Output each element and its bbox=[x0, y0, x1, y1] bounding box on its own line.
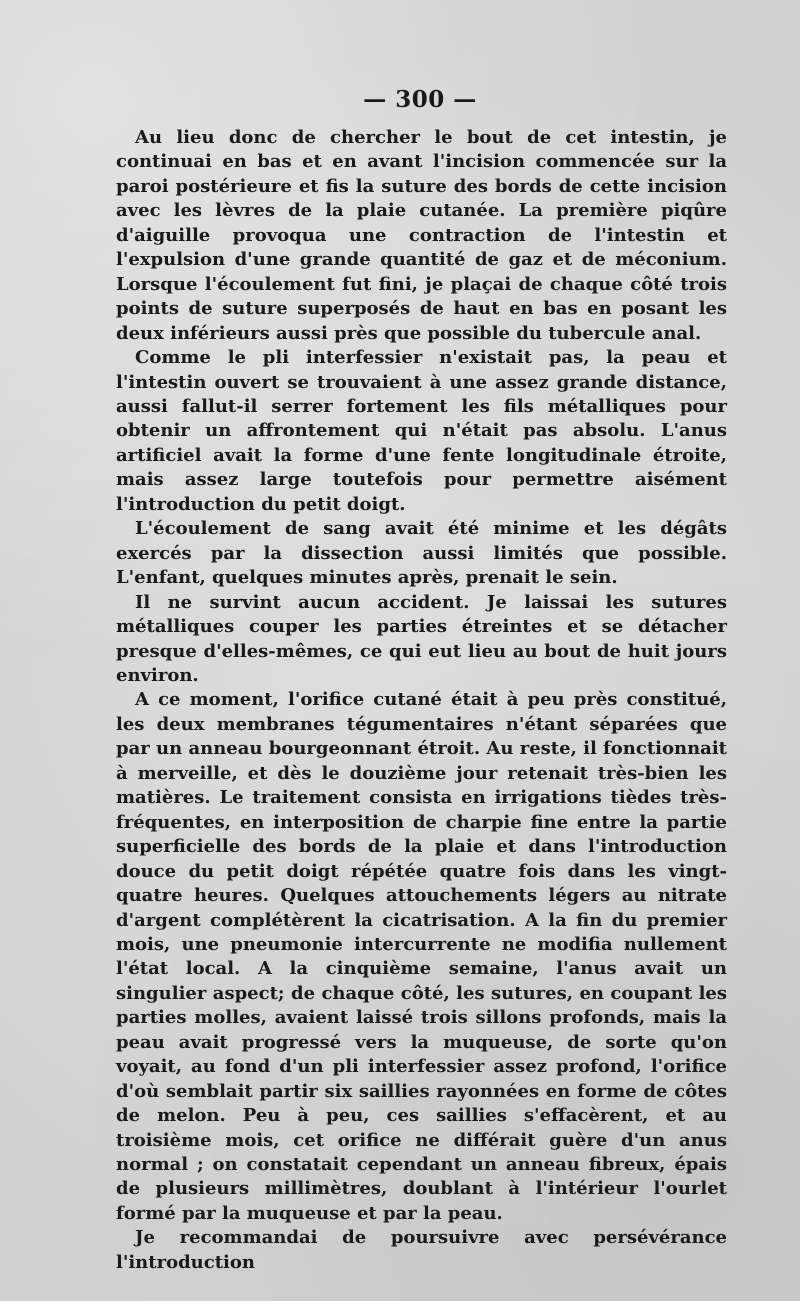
paragraph-2: Comme le pli interfessier n'existait pas, la peau et l'intestin ouvert se trouvaient à une assez grande distance, aussi fallut-il serrer fortement les fils métalliques pour obtenir un affrontement qui n'était pas absolu. L'anus artificiel avait la forme d'une fente longitudinale étroite, mais assez large toutefois pour permettre aisément l'introduction du petit doigt. bbox=[116, 347, 727, 515]
paragraph-4: Il ne survint aucun accident. Je laissai les sutures métalliques couper les parties étreintes et se détacher presque d'elles-mêmes, ce qui eut lieu au bout de huit jours environ. bbox=[116, 591, 727, 686]
paragraph-6: Je recommandai de poursuivre avec persévérance l'introduction bbox=[116, 1227, 727, 1273]
paragraph-1: Au lieu donc de chercher le bout de cet intestin, je continuai en bas et en avant l'incision commencée sur la paroi postérieure et fis la suture des bords de cette incision avec les lèvres de la plaie cutanée. La première piqûre d'aiguille provoqua une contraction de l'intestin et l'expulsion d'une grande quantité de gaz et de méconium. Lorsque l'écoulement fut fini, je plaçai de chaque côté trois points de suture superposés de haut en bas en posant les deux inférieurs aussi près que possible du tubercule anal. bbox=[116, 127, 727, 344]
paragraph-3: L'écoulement de sang avait été minime et les dégâts exercés par la dissection aussi limités que possible. L'enfant, quelques minutes après, prenait le sein. bbox=[116, 518, 727, 589]
body-text bbox=[116, 126, 727, 1275]
page-number: — 300 — bbox=[363, 86, 477, 113]
paragraph-5: A ce moment, l'orifice cutané était à peu près constitué, les deux membranes tégumentaires n'étant séparées que par un anneau bourgeonnant étroit. Au reste, il fonctionnait à merveille, et dès le douzième jour retenait très-bien les matières. Le traitement consista en irrigations tièdes très-fréquentes, en interposition de charpie fine entre la partie superficielle des bords de la plaie et dans l'introduction douce du petit doigt répétée quatre fois dans les vingt-quatre heures. Quelques attouchements légers au nitrate d'argent complétèrent la cicatrisation. A la fin du premier mois, une pneumonie intercurrente ne modifia nullement l'état local. A la cinquième semaine, l'anus avait un singulier aspect; de chaque côté, les sutures, en coupant les parties molles, avaient laissé trois sillons profonds, mais la peau avait progressé vers la muqueuse, de sorte qu'on voyait, au fond d'un pli interfessier assez profond, l'orifice d'où semblait partir six saillies rayonnées en forme de côtes de melon. Peu à peu, ces saillies s'effacèrent, et au troisième mois, cet orifice ne différait guère d'un anus normal ; on constatait cependant un anneau fibreux, épais de plusieurs millimètres, doublant à l'intérieur l'ourlet formé par la muqueuse et par la peau. bbox=[116, 689, 727, 1224]
